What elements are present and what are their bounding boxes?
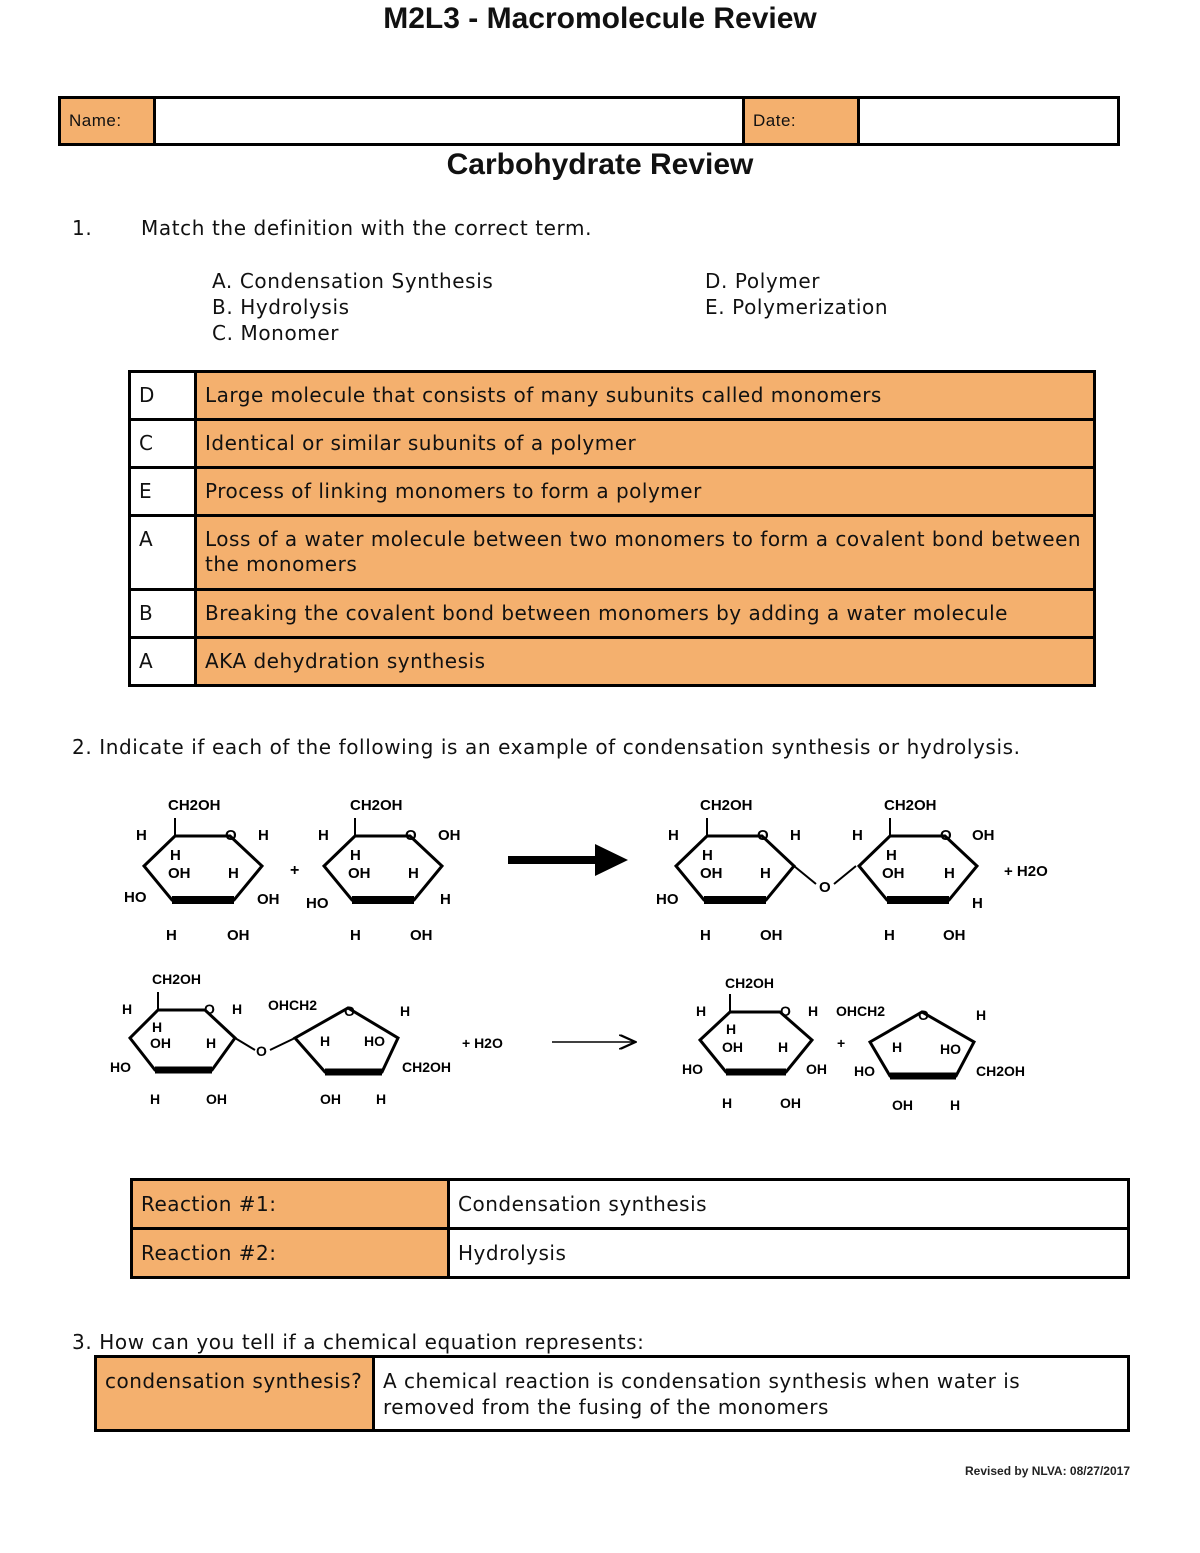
matching-table: [128, 370, 1096, 687]
table-row: [96, 1357, 1129, 1431]
reaction-label: Reaction #2:: [132, 1229, 449, 1278]
option-d: D. Polymer: [705, 269, 821, 293]
page-title: M2L3 - Macromolecule Review: [383, 2, 817, 35]
oh-label: OH: [257, 891, 280, 908]
svg-text:OH: OH: [700, 865, 723, 882]
answer-cell[interactable]: D: [130, 372, 196, 420]
svg-text:O: O: [405, 827, 417, 844]
name-date-table: [58, 96, 1120, 146]
svg-text:OH: OH: [806, 1061, 827, 1077]
svg-text:H: H: [232, 1001, 243, 1017]
svg-text:HO: HO: [364, 1033, 385, 1049]
ring-oxygen: O: [225, 827, 237, 844]
definition-cell: Identical or similar subunits of a polymer: [196, 420, 1095, 468]
definition-cell: Loss of a water molecule between two monomers to form a covalent bond between the monomers: [196, 516, 1095, 590]
h-label: H: [166, 927, 177, 944]
svg-text:OHCH2: OHCH2: [268, 997, 318, 1013]
section-title: Carbohydrate Review: [446, 148, 754, 181]
option-a: A. Condensation Synthesis: [212, 269, 494, 293]
svg-text:OH: OH: [892, 1097, 913, 1113]
q3-answer[interactable]: A chemical reaction is condensation synthesis when water is removed from the fusing of the monomers: [374, 1357, 1129, 1431]
svg-text:H: H: [350, 847, 361, 864]
svg-text:+: +: [837, 1035, 846, 1051]
svg-text:H: H: [350, 927, 361, 944]
sucrose-molecule: [130, 992, 398, 1072]
q1-prompt: Match the definition with the correct term.: [141, 216, 593, 240]
svg-text:OH: OH: [206, 1091, 227, 1107]
reaction-answer[interactable]: Hydrolysis: [449, 1229, 1129, 1278]
svg-text:H: H: [152, 1019, 163, 1035]
svg-text:H: H: [852, 827, 863, 844]
svg-text:OH: OH: [780, 1095, 801, 1111]
q3-label: condensation synthesis?: [96, 1357, 374, 1431]
svg-text:OH: OH: [438, 827, 461, 844]
svg-text:H: H: [722, 1095, 733, 1111]
svg-text:CH2OH: CH2OH: [402, 1059, 452, 1075]
svg-text:O: O: [918, 1007, 929, 1023]
svg-text:OH: OH: [320, 1091, 341, 1107]
reaction-label: Reaction #1:: [132, 1180, 449, 1229]
definition-cell: Large molecule that consists of many subunits called monomers: [196, 372, 1095, 420]
svg-text:H: H: [808, 1003, 819, 1019]
svg-text:OH: OH: [150, 1035, 171, 1051]
plus-sign: +: [290, 862, 300, 879]
svg-text:H: H: [944, 865, 955, 882]
svg-text:H: H: [976, 1007, 987, 1023]
svg-text:HO: HO: [682, 1061, 703, 1077]
svg-text:H: H: [950, 1097, 961, 1113]
table-row: [130, 590, 1095, 638]
svg-text:O: O: [940, 827, 952, 844]
table-row: [130, 516, 1095, 590]
svg-text:H: H: [400, 1003, 411, 1019]
svg-text:OH: OH: [722, 1039, 743, 1055]
svg-text:HO: HO: [854, 1063, 875, 1079]
svg-text:OH: OH: [410, 927, 433, 944]
glycosidic-oxygen: O: [819, 879, 831, 896]
table-row: [132, 1180, 1129, 1229]
q3-table: [94, 1355, 1130, 1432]
svg-text:HO: HO: [306, 895, 329, 912]
svg-text:CH2OH: CH2OH: [725, 975, 775, 991]
svg-text:H: H: [376, 1091, 387, 1107]
svg-text:CH2OH: CH2OH: [350, 797, 403, 814]
table-row: [130, 420, 1095, 468]
svg-text:O: O: [780, 1003, 791, 1019]
svg-text:CH2OH: CH2OH: [152, 971, 202, 987]
table-row: [132, 1229, 1129, 1278]
h-label: H: [170, 847, 181, 864]
svg-text:H: H: [122, 1001, 133, 1017]
svg-text:H: H: [320, 1033, 331, 1049]
answer-cell[interactable]: E: [130, 468, 196, 516]
water-label: + H2O: [462, 1035, 503, 1051]
definition-cell: Process of linking monomers to form a polymer: [196, 468, 1095, 516]
reaction-answer[interactable]: Condensation synthesis: [449, 1180, 1129, 1229]
table-row: [130, 638, 1095, 686]
glucose-molecule: [144, 818, 262, 900]
name-label: Name:: [60, 98, 155, 145]
svg-text:OH: OH: [760, 927, 783, 944]
ho-label: HO: [124, 889, 147, 906]
svg-text:O: O: [204, 1001, 215, 1017]
svg-text:HO: HO: [656, 891, 679, 908]
svg-text:H: H: [886, 847, 897, 864]
svg-text:H: H: [668, 827, 679, 844]
option-b: B. Hydrolysis: [212, 295, 350, 319]
oh-label: OH: [168, 865, 191, 882]
svg-text:H: H: [702, 847, 713, 864]
reaction-diagrams: [100, 780, 1080, 1130]
sucrose-labels: [110, 971, 503, 1107]
svg-text:H: H: [884, 927, 895, 944]
reaction-arrow: [508, 844, 628, 876]
svg-text:OH: OH: [972, 827, 995, 844]
fructose-labels: [836, 1003, 1025, 1113]
option-c: C. Monomer: [212, 321, 340, 345]
svg-text:H: H: [696, 1003, 707, 1019]
name-field[interactable]: [155, 98, 744, 145]
h-label: H: [258, 827, 269, 844]
q2-prompt: 2. Indicate if each of the following is an example of condensation synthesis or hydrolysis.: [72, 735, 1021, 759]
svg-text:H: H: [440, 891, 451, 908]
svg-text:H: H: [408, 865, 419, 882]
svg-text:CH2OH: CH2OH: [976, 1063, 1026, 1079]
q1-number: 1.: [72, 216, 93, 240]
date-label: Date:: [744, 98, 859, 145]
svg-text:H: H: [150, 1091, 161, 1107]
answer-cell[interactable]: A: [130, 638, 196, 686]
svg-text:H: H: [206, 1035, 217, 1051]
glucose-molecule: [700, 994, 812, 1072]
answer-cell[interactable]: A: [130, 516, 196, 590]
svg-text:HO: HO: [940, 1041, 961, 1057]
svg-text:H: H: [760, 865, 771, 882]
svg-text:O: O: [757, 827, 769, 844]
revision-footer: Revised by NLVA: 08/27/2017: [965, 1464, 1130, 1478]
svg-text:H: H: [778, 1039, 789, 1055]
h-label: H: [136, 827, 147, 844]
answer-cell[interactable]: C: [130, 420, 196, 468]
ch2oh-label: CH2OH: [168, 797, 221, 814]
svg-text:CH2OH: CH2OH: [884, 797, 937, 814]
svg-text:OH: OH: [943, 927, 966, 944]
oh-label: OH: [227, 927, 250, 944]
answer-cell[interactable]: B: [130, 590, 196, 638]
svg-text:H: H: [790, 827, 801, 844]
option-e: E. Polymerization: [705, 295, 889, 319]
date-field[interactable]: [859, 98, 1119, 145]
table-row: [130, 468, 1095, 516]
definition-cell: Breaking the covalent bond between monomers by adding a water molecule: [196, 590, 1095, 638]
svg-text:OHCH2: OHCH2: [836, 1003, 886, 1019]
svg-text:O: O: [344, 1003, 355, 1019]
svg-text:CH2OH: CH2OH: [700, 797, 753, 814]
svg-text:H: H: [892, 1039, 903, 1055]
svg-text:H: H: [972, 895, 983, 912]
glucose-labels-3: [682, 975, 845, 1111]
svg-text:OH: OH: [882, 865, 905, 882]
q3-prompt: 3. How can you tell if a chemical equation represents:: [72, 1330, 645, 1354]
reaction-answer-table: [130, 1178, 1130, 1279]
table-row: [130, 372, 1095, 420]
svg-text:HO: HO: [110, 1059, 131, 1075]
q1-options-left: [212, 268, 493, 346]
h-label: H: [228, 865, 239, 882]
q1-options-right: [705, 268, 888, 320]
svg-text:H: H: [700, 927, 711, 944]
definition-cell: AKA dehydration synthesis: [196, 638, 1095, 686]
svg-text:OH: OH: [348, 865, 371, 882]
svg-text:O: O: [256, 1043, 267, 1059]
water-label: + H2O: [1004, 863, 1048, 880]
glucose-molecule: [324, 818, 442, 900]
svg-text:H: H: [726, 1021, 737, 1037]
svg-text:H: H: [318, 827, 329, 844]
